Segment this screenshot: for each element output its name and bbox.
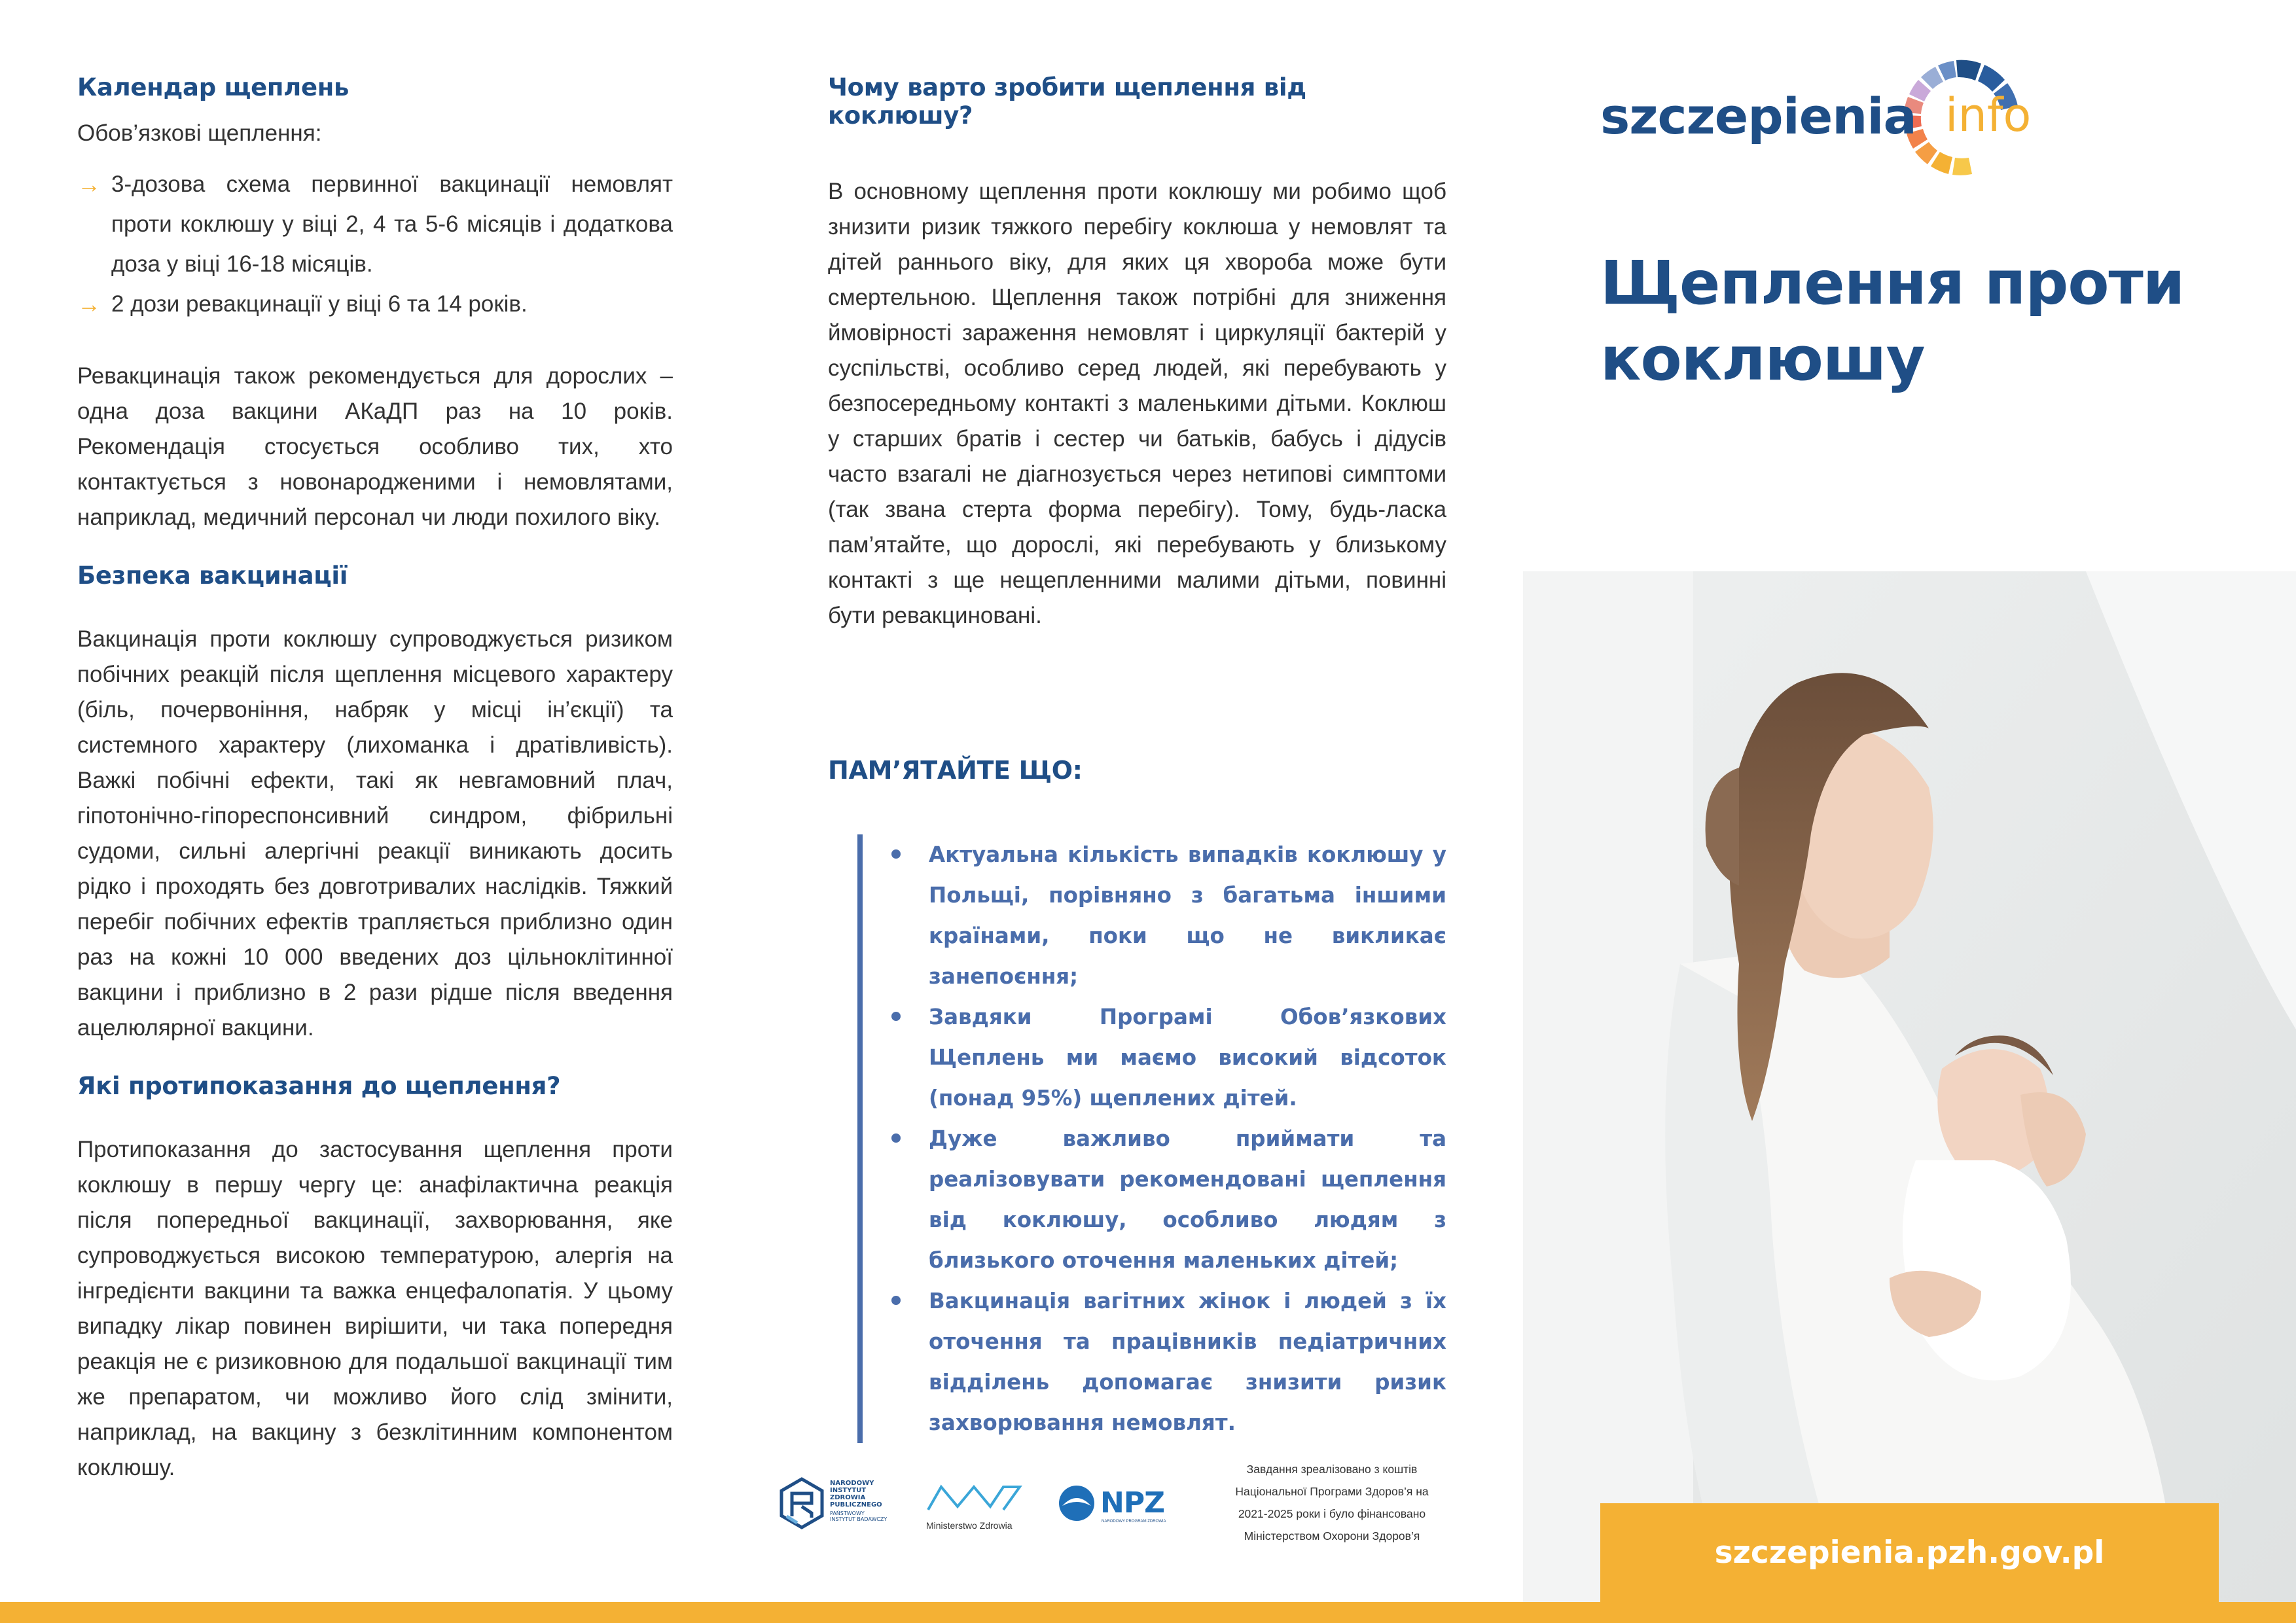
bullet-dot-icon bbox=[891, 849, 901, 859]
column-left bbox=[77, 65, 673, 1486]
remember-heading: ПАМ’ЯТАЙТЕ ЩО: bbox=[828, 756, 1083, 785]
funding-line: 2021-2025 роки і було фінансовано bbox=[1238, 1507, 1426, 1520]
nizp-line: INSTYTUT bbox=[830, 1487, 867, 1494]
title-line-1: Щеплення проти bbox=[1600, 248, 2185, 318]
nizp-sub: PAŃSTWOWY INSTYTUT BADAWCZY bbox=[830, 1510, 888, 1522]
funding-line: Національної Програми Здоров’я на bbox=[1235, 1485, 1429, 1498]
funding-line: Міністерством Охорони Здоров’я bbox=[1244, 1529, 1420, 1543]
photo-illustration bbox=[1523, 571, 2296, 1602]
npz-label: NPZ bbox=[1100, 1486, 1164, 1520]
revaccination-text: Ревакцинація також рекомендується для дорослих – одна доза вакцини АКаДП раз на 10 років. Рекомендація стосується особливо тих, хто контактується з новонародженими і немовлятами, наприклад, медичний персонал чи люди похилого віку. bbox=[77, 363, 673, 530]
ministry-label: Ministerstwo Zdrowia bbox=[926, 1520, 1013, 1531]
list-item bbox=[77, 164, 673, 284]
bottom-accent-bar bbox=[0, 1602, 2296, 1623]
bullet-dot-icon bbox=[891, 1296, 901, 1305]
nizp-line: PUBLICZNEGO bbox=[830, 1501, 882, 1508]
why-heading: Чому варто зробити щеплення від коклюшу? bbox=[828, 73, 1306, 130]
nizp-line: ZDROWIA bbox=[830, 1494, 866, 1501]
remember-item-text: Актуальна кількість випадків коклюшу у Польщі, порівняно з багатьма іншими країнами, поки що не викликає занепоєння; bbox=[929, 842, 1446, 989]
npz-logo bbox=[1057, 1484, 1175, 1529]
funding-note bbox=[1217, 1458, 1446, 1547]
nizp-line: NARODOWY bbox=[830, 1480, 874, 1487]
safety-text: Вакцинація проти коклюшу супроводжується ризиком побічних реакцій після щеплення місцевого характеру (біль, почервоніння, набряк у місці ін’єкції) та системного характеру (лихоманка і дратівливість). Важкі побічні ефекти, такі як невгамовний плач, гіпотонічно-гіпореспонсивний синдром, фібрильні судоми, сильні алергічні реакції виникають досить рідко і проходять без довготривалих наслідків. Тяжкий перебіг побічних ефектів трапляється приблизно один раз на кожні 10 000 введених доз цільноклітинної вакцини і приблизно в 2 рази рідше після введення ацелюлярної вакцини. bbox=[77, 626, 673, 1041]
npz-sub: NARODOWY PROGRAM ZDROWIA bbox=[1102, 1520, 1166, 1524]
ministry-emblem-icon bbox=[925, 1480, 1023, 1513]
logo-word: szczepienia bbox=[1600, 87, 1916, 145]
schedule-list bbox=[77, 164, 673, 324]
mother-baby-photo bbox=[1523, 571, 2296, 1602]
ministry-logo bbox=[925, 1480, 1030, 1533]
bullet-dot-icon bbox=[891, 1012, 901, 1021]
logo-suffix: info bbox=[1945, 88, 2032, 142]
nizp-emblem-icon bbox=[779, 1477, 825, 1529]
schedule-item-text: 3-дозова схема первинної вакцинації немовлят проти коклюшу у віці 2, 4 та 5-6 місяців і додаткова доза у віці 16-18 місяців. bbox=[111, 171, 673, 277]
funding-line: Завдання зреалізовано з коштів bbox=[1246, 1463, 1418, 1476]
remember-item-text: Завдяки Програмі Обов’язкових Щеплень ми маємо високий відсоток (понад 95%) щеплених дітей. bbox=[929, 1005, 1446, 1111]
list-item bbox=[891, 1281, 1446, 1443]
website-banner[interactable] bbox=[1600, 1503, 2219, 1602]
schedule-intro: Обов’язкові щеплення: bbox=[77, 120, 322, 146]
nizp-logo bbox=[779, 1477, 929, 1536]
remember-list-block bbox=[857, 834, 1446, 1443]
remember-item-text: Вакцинація вагітних жінок і людей з їх оточення та працівників педіатричних відділень допомагає знизити ризик захворювання немовлят. bbox=[929, 1289, 1446, 1435]
list-item bbox=[891, 834, 1446, 997]
npz-emblem-icon bbox=[1057, 1484, 1096, 1523]
column-middle bbox=[828, 65, 1446, 785]
page-title bbox=[1600, 245, 2189, 397]
safety-heading: Безпека вакцинації bbox=[77, 562, 348, 590]
contraindications-text: Протипоказання до застосування щеплення проти коклюшу в першу чергу це: анафілактична реакція після попередньої вакцинації, захворювання, яке супроводжується високою температурою, алергія на інгредієнти вакцини та важка енцефалопатія. У цьому випадку лікар повинен вирішити, чи така попередня реакція не є ризиковною для подальшої вакцинації тим же препаратом, чи можливо його слід змінити, наприклад, на вакцину з безклітинним компонентом коклюшу. bbox=[77, 1137, 673, 1480]
remember-item-text: Дуже важливо приймати та реалізовувати рекомендовані щеплення від коклюшу, особливо людям з близького оточення маленьких дітей; bbox=[929, 1126, 1446, 1273]
title-line-2: коклюшу bbox=[1600, 324, 1925, 394]
list-item bbox=[77, 284, 673, 324]
szczepienia-info-logo bbox=[1600, 56, 2058, 180]
website-url[interactable]: szczepienia.pzh.gov.pl bbox=[1714, 1535, 2105, 1571]
schedule-heading: Календар щеплень bbox=[77, 73, 350, 101]
why-text: В основному щеплення проти коклюшу ми робимо щоб знизити ризик тяжкого перебігу коклюша у немовлят та дітей раннього віку, для яких ця хвороба може бути смертельною. Щеплення також потрібні для зниження ймовірності зараження немовлят і циркуляції бактерій у суспільстві, особливо серед людей, які перебувають у безпосередньому контакті з маленькими дітьми. Коклюш у старших братів і сестер чи батьків, бабусь і дідусів часто взагалі не діагнозується через нетипові симптоми (так звана стерта форма перебігу). Тому, будь-ласка пам’ятайте, що дорослі, які перебувають у близькому контакті з ще нещепленними малими дітьми, повинні бути ревакциновані. bbox=[828, 179, 1446, 628]
list-item bbox=[891, 1118, 1446, 1281]
arrow-right-icon: → bbox=[77, 291, 101, 317]
bullet-dot-icon bbox=[891, 1133, 901, 1143]
arrow-right-icon: → bbox=[77, 171, 101, 198]
list-item bbox=[891, 997, 1446, 1118]
schedule-item-text: 2 дози ревакцинації у віці 6 та 14 років. bbox=[111, 291, 528, 317]
contraindications-heading: Які протипоказання до щеплення? bbox=[77, 1072, 561, 1100]
partner-logos bbox=[779, 1474, 1172, 1539]
